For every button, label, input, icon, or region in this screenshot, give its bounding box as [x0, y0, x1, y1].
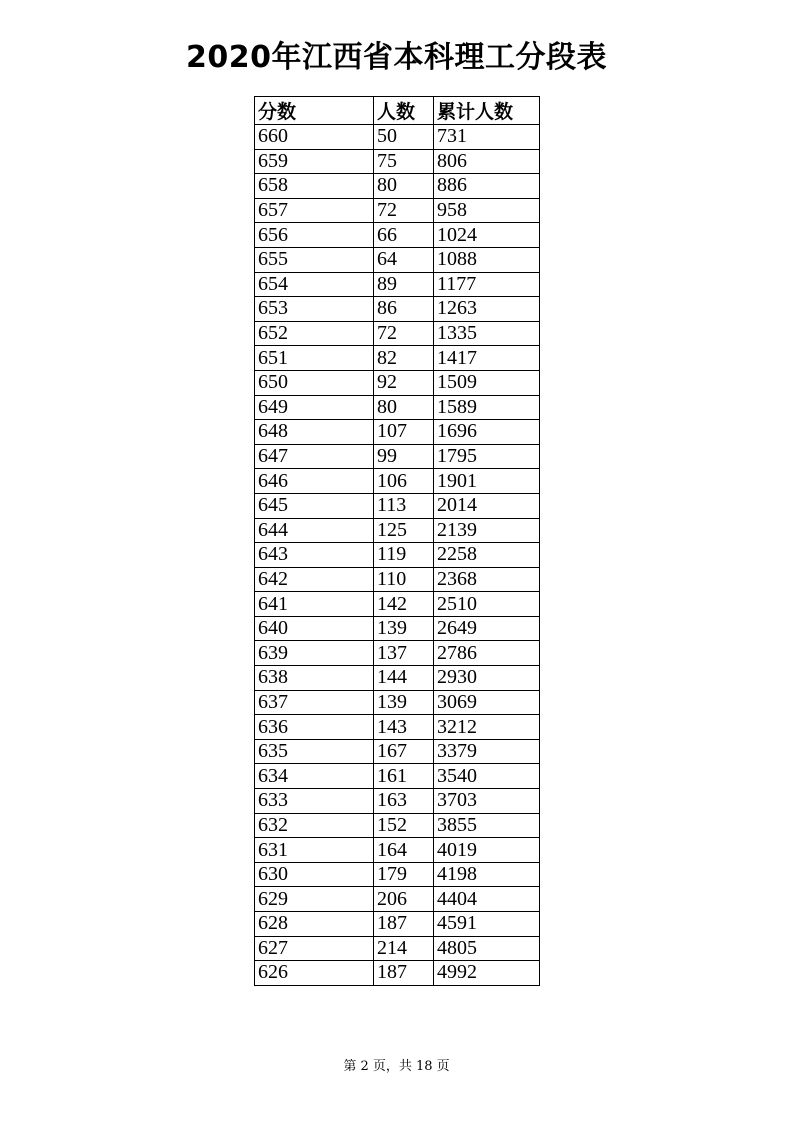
page-title: 2020年江西省本科理工分段表	[186, 40, 607, 75]
cell-cumulative-count: 731	[434, 125, 540, 150]
cell-count: 164	[374, 838, 434, 863]
cell-score: 639	[255, 641, 374, 666]
cell-count: 214	[374, 936, 434, 961]
cell-count: 110	[374, 567, 434, 592]
table-row	[255, 370, 540, 395]
cell-cumulative-count: 886	[434, 174, 540, 199]
cell-cumulative-count: 2139	[434, 518, 540, 543]
header-score: 分数	[255, 97, 374, 125]
cell-cumulative-count: 2014	[434, 493, 540, 518]
cell-cumulative-count: 1901	[434, 469, 540, 494]
table-row	[255, 297, 540, 322]
table-row	[255, 936, 540, 961]
cell-count: 107	[374, 420, 434, 445]
cell-cumulative-count: 2786	[434, 641, 540, 666]
header-cumulative-count: 累计人数	[434, 97, 540, 125]
cell-score: 656	[255, 223, 374, 248]
cell-count: 144	[374, 666, 434, 691]
cell-score: 630	[255, 862, 374, 887]
table-row	[255, 666, 540, 691]
cell-count: 161	[374, 764, 434, 789]
table-row	[255, 592, 540, 617]
page-footer: 第 2 页，共 18 页	[343, 1059, 450, 1074]
cell-score: 637	[255, 690, 374, 715]
table-row	[255, 272, 540, 297]
cell-cumulative-count: 806	[434, 149, 540, 174]
cell-count: 163	[374, 789, 434, 814]
cell-cumulative-count: 2930	[434, 666, 540, 691]
table-row	[255, 961, 540, 986]
table-row	[255, 198, 540, 223]
cell-cumulative-count: 958	[434, 198, 540, 223]
cell-count: 80	[374, 395, 434, 420]
table-row	[255, 247, 540, 272]
cell-cumulative-count: 1177	[434, 272, 540, 297]
table-row	[255, 789, 540, 814]
cell-count: 72	[374, 321, 434, 346]
cell-count: 106	[374, 469, 434, 494]
table-row	[255, 223, 540, 248]
cell-cumulative-count: 2510	[434, 592, 540, 617]
cell-cumulative-count: 1589	[434, 395, 540, 420]
cell-count: 142	[374, 592, 434, 617]
cell-cumulative-count: 3855	[434, 813, 540, 838]
cell-cumulative-count: 4805	[434, 936, 540, 961]
cell-score: 629	[255, 887, 374, 912]
table-row	[255, 641, 540, 666]
cell-count: 89	[374, 272, 434, 297]
table-row	[255, 174, 540, 199]
cell-count: 64	[374, 247, 434, 272]
table-row	[255, 567, 540, 592]
table-row	[255, 862, 540, 887]
cell-score: 658	[255, 174, 374, 199]
cell-score: 633	[255, 789, 374, 814]
cell-count: 99	[374, 444, 434, 469]
cell-count: 139	[374, 616, 434, 641]
cell-score: 645	[255, 493, 374, 518]
cell-cumulative-count: 1795	[434, 444, 540, 469]
cell-cumulative-count: 3540	[434, 764, 540, 789]
cell-score: 646	[255, 469, 374, 494]
cell-score: 660	[255, 125, 374, 150]
cell-score: 653	[255, 297, 374, 322]
cell-cumulative-count: 3069	[434, 690, 540, 715]
cell-cumulative-count: 1335	[434, 321, 540, 346]
cell-score: 644	[255, 518, 374, 543]
cell-score: 648	[255, 420, 374, 445]
cell-cumulative-count: 3379	[434, 739, 540, 764]
cell-count: 119	[374, 543, 434, 568]
table-row	[255, 715, 540, 740]
cell-score: 641	[255, 592, 374, 617]
cell-score: 627	[255, 936, 374, 961]
table-header-row	[255, 97, 540, 125]
cell-cumulative-count: 1696	[434, 420, 540, 445]
cell-count: 125	[374, 518, 434, 543]
cell-score: 636	[255, 715, 374, 740]
table-row	[255, 444, 540, 469]
table-row	[255, 813, 540, 838]
cell-cumulative-count: 3212	[434, 715, 540, 740]
cell-cumulative-count: 1509	[434, 370, 540, 395]
cell-count: 92	[374, 370, 434, 395]
table-row	[255, 690, 540, 715]
cell-score: 650	[255, 370, 374, 395]
cell-cumulative-count: 2649	[434, 616, 540, 641]
cell-count: 152	[374, 813, 434, 838]
cell-score: 643	[255, 543, 374, 568]
table-row	[255, 321, 540, 346]
cell-count: 82	[374, 346, 434, 371]
cell-score: 652	[255, 321, 374, 346]
cell-score: 655	[255, 247, 374, 272]
table-row	[255, 420, 540, 445]
cell-count: 179	[374, 862, 434, 887]
cell-score: 651	[255, 346, 374, 371]
cell-cumulative-count: 2258	[434, 543, 540, 568]
cell-count: 137	[374, 641, 434, 666]
cell-score: 647	[255, 444, 374, 469]
cell-count: 113	[374, 493, 434, 518]
cell-cumulative-count: 4404	[434, 887, 540, 912]
cell-cumulative-count: 4198	[434, 862, 540, 887]
cell-score: 626	[255, 961, 374, 986]
table-row	[255, 346, 540, 371]
score-distribution-table	[254, 96, 540, 986]
cell-score: 649	[255, 395, 374, 420]
cell-score: 638	[255, 666, 374, 691]
cell-cumulative-count: 4992	[434, 961, 540, 986]
cell-score: 628	[255, 912, 374, 937]
table-row	[255, 764, 540, 789]
cell-cumulative-count: 4019	[434, 838, 540, 863]
table-row	[255, 125, 540, 150]
cell-score: 635	[255, 739, 374, 764]
cell-count: 50	[374, 125, 434, 150]
table-row	[255, 493, 540, 518]
cell-count: 80	[374, 174, 434, 199]
cell-score: 631	[255, 838, 374, 863]
cell-cumulative-count: 2368	[434, 567, 540, 592]
cell-count: 75	[374, 149, 434, 174]
cell-count: 143	[374, 715, 434, 740]
table-row	[255, 739, 540, 764]
cell-count: 72	[374, 198, 434, 223]
cell-count: 66	[374, 223, 434, 248]
table-row	[255, 395, 540, 420]
cell-cumulative-count: 1024	[434, 223, 540, 248]
cell-count: 206	[374, 887, 434, 912]
header-count: 人数	[374, 97, 434, 125]
table-row	[255, 887, 540, 912]
cell-count: 187	[374, 961, 434, 986]
table-row	[255, 469, 540, 494]
cell-score: 634	[255, 764, 374, 789]
table-row	[255, 912, 540, 937]
cell-score: 654	[255, 272, 374, 297]
cell-score: 659	[255, 149, 374, 174]
table-body	[255, 125, 540, 986]
cell-cumulative-count: 1417	[434, 346, 540, 371]
cell-score: 642	[255, 567, 374, 592]
cell-score: 632	[255, 813, 374, 838]
table-row	[255, 149, 540, 174]
cell-cumulative-count: 1088	[434, 247, 540, 272]
cell-score: 640	[255, 616, 374, 641]
table-row	[255, 838, 540, 863]
table-row	[255, 616, 540, 641]
cell-count: 167	[374, 739, 434, 764]
cell-count: 86	[374, 297, 434, 322]
cell-cumulative-count: 3703	[434, 789, 540, 814]
cell-cumulative-count: 4591	[434, 912, 540, 937]
cell-cumulative-count: 1263	[434, 297, 540, 322]
cell-count: 139	[374, 690, 434, 715]
cell-score: 657	[255, 198, 374, 223]
cell-count: 187	[374, 912, 434, 937]
table-row	[255, 518, 540, 543]
table-row	[255, 543, 540, 568]
